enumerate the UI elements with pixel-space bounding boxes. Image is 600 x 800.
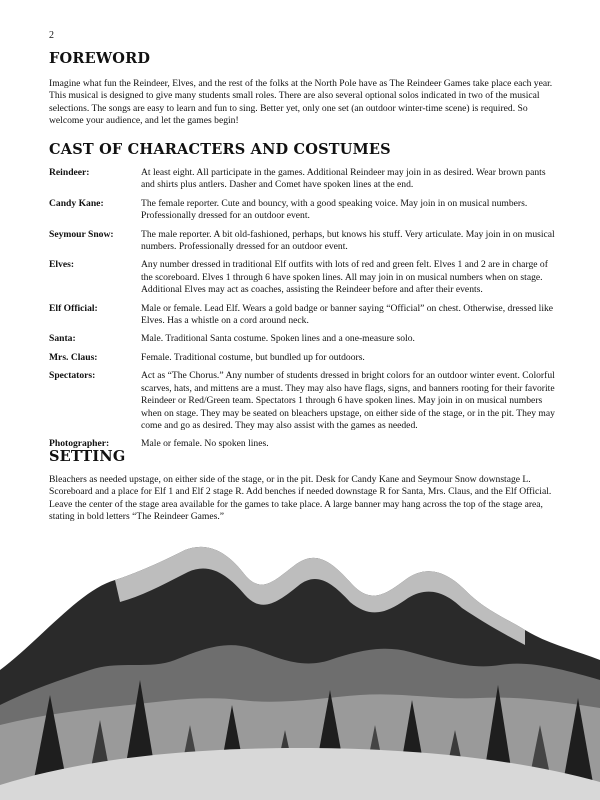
cast-role: Candy Kane: <box>49 197 104 209</box>
cast-heading: CAST OF CHARACTERS AND COSTUMES <box>49 141 391 158</box>
cast-role: Photographer: <box>49 438 110 450</box>
cast-role: Elves: <box>49 259 75 271</box>
setting-paragraph: Bleachers as needed upstage, on either side of the stage, or in the pit. Desk for Candy Kane and Seymour Snow downstage L. Scoreboard and a place for Elf 1 and Elf 2 stage R. Add benches if needed downstage R for Santa, Mrs. Claus, and the Elf Official. Leave the center of the stage area available for the games to take place. A large banner may hang across the top of the stage area, stating in bold letters “The Reindeer Games.” <box>49 474 552 523</box>
cast-role: Santa: <box>49 333 76 345</box>
cast-row <box>49 303 559 334</box>
cast-row <box>49 259 559 302</box>
page-number: 2 <box>49 30 54 41</box>
cast-description: Female. Traditional costume, but bundled up for outdoors. <box>141 351 365 363</box>
cast-row <box>49 438 559 456</box>
cast-row <box>49 167 559 198</box>
cast-row <box>49 370 559 438</box>
cast-role: Mrs. Claus: <box>49 351 98 363</box>
cast-description: At least eight. All participate in the games. Additional Reindeer may join in as desired. Wear brown pants and shirts plus antlers. Dasher and Comet have spoken lines at the end. <box>141 167 546 191</box>
cast-description: The male reporter. A bit old-fashioned, perhaps, but knows his stuff. Very articulate. May join in on musical numbers. Professionally dressed for an outdoor event. <box>141 228 555 253</box>
cast-role: Elf Official: <box>49 302 98 314</box>
setting-heading: SETTING <box>49 448 126 465</box>
cast-row <box>49 352 559 370</box>
foreword-paragraph: Imagine what fun the Reindeer, Elves, and the rest of the folks at the North Pole have as The Reindeer Games take place each year. This musical is designed to give many students small roles. There are also several optional solos indicated in two of the musical selections. The songs are easy to learn and fun to sing. Better yet, only one set (an outdoor winter-time scene) is required. So welcome your audience, and let the games begin! <box>49 78 553 127</box>
cast-role: Seymour Snow: <box>49 228 114 240</box>
cast-description: Act as “The Chorus.” Any number of students dressed in bright colors for an outdoor winter event. Colorful scarves, hats, and mittens are a must. They may also have flags, signs, and banners rooting for their favorite Reindeer or Red/Green team. Spectators 1 through 6 have spoken lines. May join in on musical numbers when on stage. They may be seated on bleachers upstage, on either side of the stage, or in the pit. They may come and go as desired. They may also assist with the games as needed. <box>141 370 555 431</box>
foreword-heading: FOREWORD <box>49 50 151 67</box>
cast-row <box>49 333 559 351</box>
cast-row <box>49 198 559 229</box>
cast-description: Male or female. Lead Elf. Wears a gold badge or banner saying “Official” on chest. Otherwise, dressed like Elves. Has a whistle on a cord around neck. <box>141 302 554 327</box>
cast-description: Any number dressed in traditional Elf outfits with lots of red and green felt. Elves 1 and 2 are in charge of the scoreboard. Elves 1 through 6 have spoken lines. All may join in on musical numbers when on stage. Additional Elves may act as coaches, assisting the Reindeer before and after their events. <box>141 259 548 296</box>
winter-mountain-illustration <box>0 520 600 800</box>
cast-table <box>49 167 559 457</box>
cast-row <box>49 229 559 260</box>
cast-role: Spectators: <box>49 370 96 382</box>
cast-description: Male. Traditional Santa costume. Spoken lines and a one-measure solo. <box>141 333 415 345</box>
cast-description: Male or female. No spoken lines. <box>141 438 269 450</box>
cast-role: Reindeer: <box>49 167 90 178</box>
cast-description: The female reporter. Cute and bouncy, with a good speaking voice. May join in on musical numbers. Professionally dressed for an outdoor event. <box>141 197 528 222</box>
